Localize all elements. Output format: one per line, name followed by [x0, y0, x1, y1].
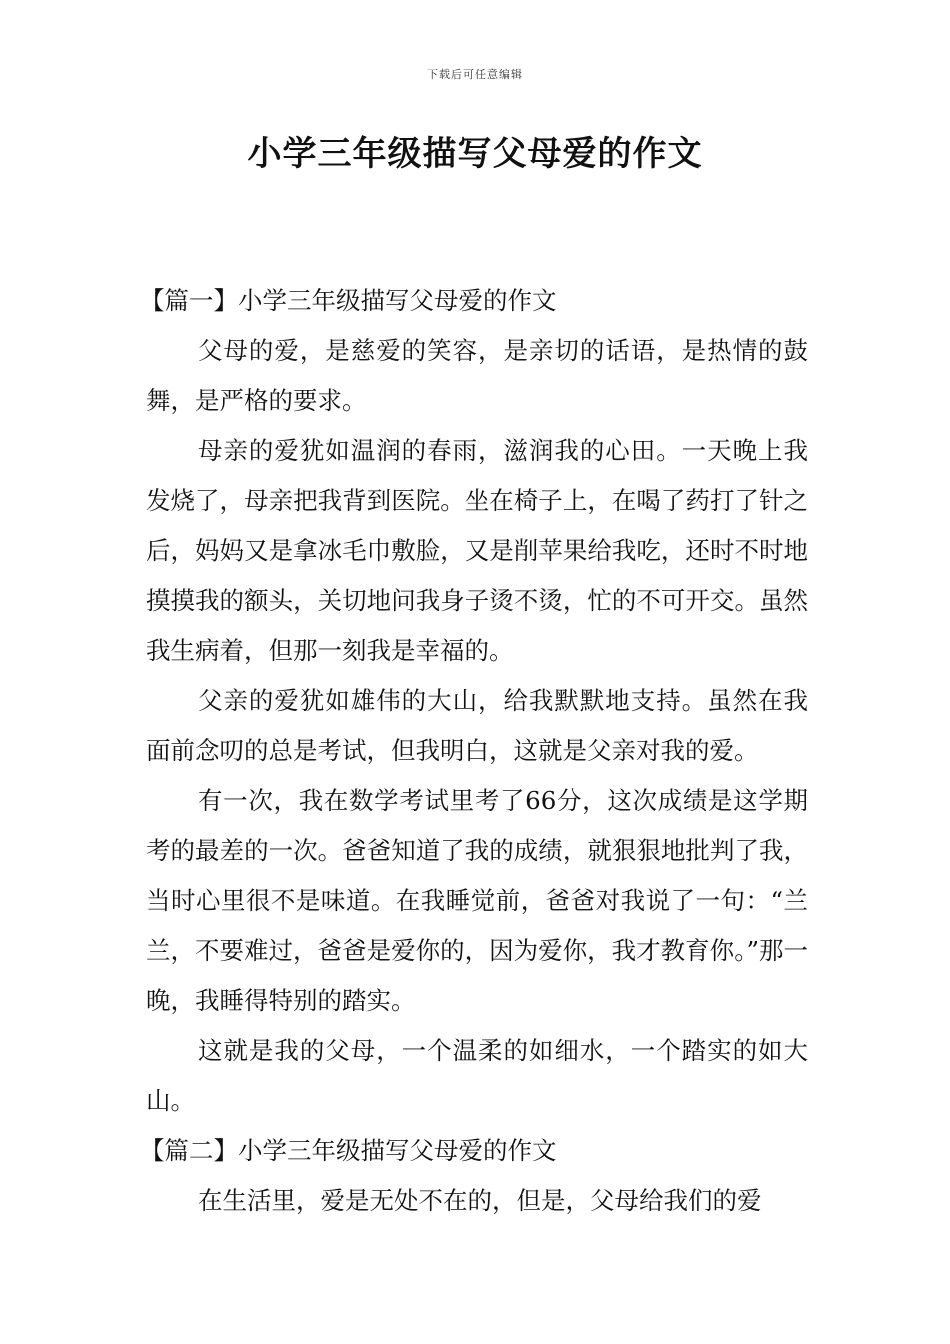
paragraph: 有一次，我在数学考试里考了66分，这次成绩是这学期考的最差的一次。爸爸知道了我的成绩，就狠狠地批判了我，当时心里很不是味道。在我睡觉前，爸爸对我说了一句：“兰兰，不要难过，爸爸是爱你的，因为爱你，我才教育你。”那一晚，我睡得特别的踏实。	[146, 786, 808, 1015]
document-body	[140, 276, 808, 1226]
paragraph: 在生活里，爱是无处不在的，但是，父母给我们的爱	[198, 1186, 762, 1215]
paragraph: 父亲的爱犹如雄伟的大山，给我默默地支持。虽然在我面前念叨的总是考试，但我明白，这就是父亲对我的爱。	[146, 686, 808, 765]
document-title: 小学三年级描写父母爱的作文	[247, 134, 703, 174]
section-heading-2: 【篇二】小学三年级描写父母爱的作文	[140, 1136, 557, 1165]
header-note: 下载后可任意编辑	[427, 68, 523, 81]
section-heading-1: 【篇一】小学三年级描写父母爱的作文	[140, 286, 557, 315]
paragraph: 母亲的爱犹如温润的春雨，滋润我的心田。一天晚上我发烧了，母亲把我背到医院。坐在椅子上，在喝了药打了针之后，妈妈又是拿冰毛巾敷脸，又是削苹果给我吃，还时不时地摸摸我的额头，关切地问我身子烫不烫，忙的不可开交。虽然我生病着，但那一刻我是幸福的。	[146, 436, 808, 665]
paragraph: 父母的爱，是慈爱的笑容，是亲切的话语，是热情的鼓舞，是严格的要求。	[146, 336, 808, 415]
paragraph: 这就是我的父母，一个温柔的如细水，一个踏实的如大山。	[146, 1036, 808, 1115]
